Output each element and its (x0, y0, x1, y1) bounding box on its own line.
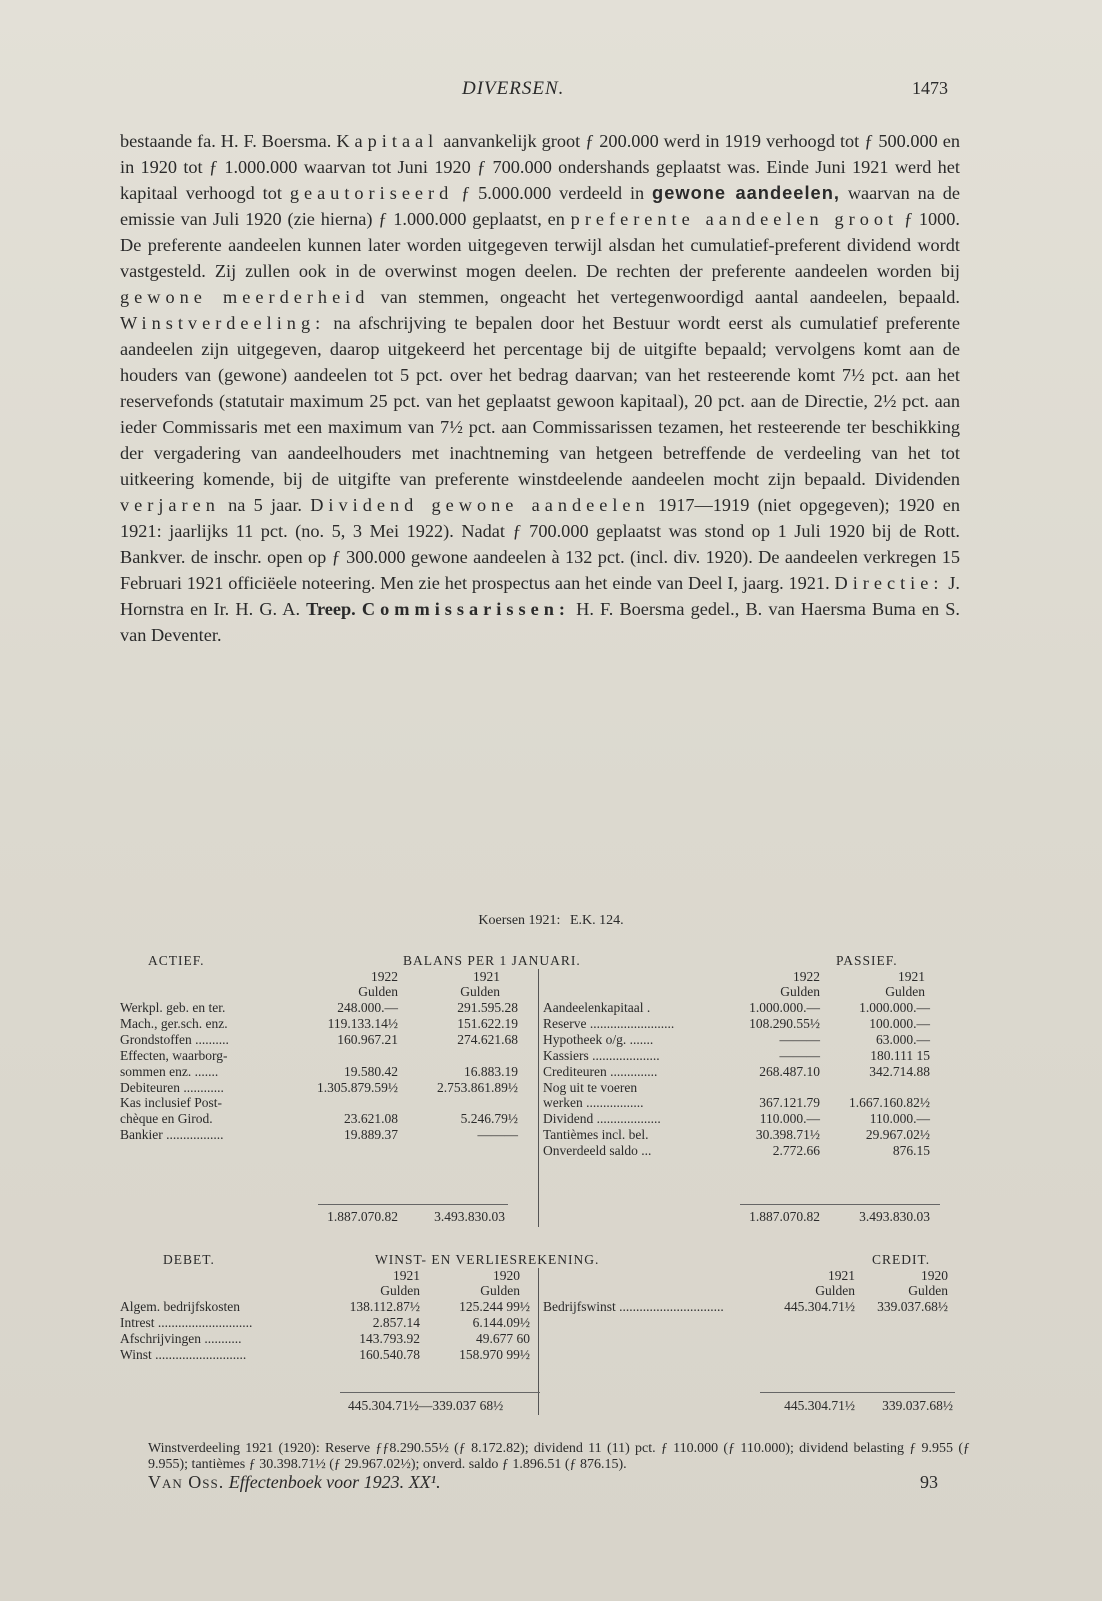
passief-row-value-2: 63.000.— (876, 1031, 930, 1047)
total-actief-1921: 3.493.830.03 (434, 1209, 505, 1224)
credit-row-label: Bedrijfswinst ............................... (543, 1299, 724, 1314)
passief-row-value-1: 110.000.— (759, 1111, 820, 1127)
actief-row-label: Kas inclusief Post- (120, 1095, 222, 1111)
debet-title: DEBET. (163, 1252, 215, 1267)
passief-row-value-2: 110.000.— (869, 1111, 930, 1127)
total-rule (760, 1392, 955, 1393)
koersen-label: Koersen 1921: (478, 913, 561, 928)
footer-author: Van Oss. (148, 1472, 225, 1492)
credit-row-value-2: 339.037.68½ (877, 1299, 948, 1314)
col-unit: Gulden (358, 984, 398, 999)
passief-row-label: Aandeelenkapitaal . (543, 1000, 651, 1015)
text-run: J. Hornstra en Ir. H. G. A. (120, 573, 960, 619)
actief-row-label: Grondstoffen .......... (120, 1031, 229, 1047)
actief-row-value-1: 1.305.879.59½ (317, 1079, 398, 1095)
credit-row-value-1: 445.304.71½ (784, 1299, 855, 1314)
passief-row-value-2: 1.000.000.— (859, 1000, 930, 1015)
passief-row-label: Tantièmes incl. bel. (543, 1127, 649, 1143)
credit-title: CREDIT. (872, 1252, 931, 1267)
col-year-1921: 1921 (828, 1268, 855, 1283)
actief-row-value-2: ——— (477, 1127, 518, 1143)
text-run: waarvan na de emissie van Juli 1920 (zie hierna) ƒ 1.000.000 geplaatst, en (120, 183, 960, 229)
text-run: bestaande fa. H. F. Boersma. (120, 131, 337, 151)
passief-row-label: Onverdeeld saldo ... (543, 1143, 652, 1159)
text-run: van stemmen, ongeacht het vertegenwoordigd aantal aandeelen, bepaald. (369, 287, 960, 307)
footer-citation (148, 1472, 441, 1493)
footer-page: 93 (920, 1472, 938, 1492)
actief-row-label: Werkpl. geb. en ter. (120, 1000, 226, 1015)
col-unit: Gulden (380, 1283, 420, 1298)
col-unit: Gulden (780, 984, 820, 999)
col-year-1922: 1922 (793, 969, 820, 984)
actief-row-value-2: 291.595.28 (457, 1000, 518, 1015)
page-number: 1473 (912, 78, 948, 98)
passief-title: PASSIEF. (836, 953, 898, 968)
keyword-winstverdeeling: Winstverdeeling: (120, 313, 326, 333)
debet-row-label: Winst ........................... (120, 1346, 247, 1362)
keyword-dividend: Dividend gewone aandeelen (310, 495, 650, 515)
passief-row-value-2: 100.000.— (869, 1015, 930, 1031)
col-year-1921: 1921 (393, 1268, 420, 1283)
page-header (0, 78, 1102, 108)
debet-row-label: Intrest ............................ (120, 1314, 253, 1330)
total-debet: 445.304.71½—339.037 68½ (348, 1398, 504, 1413)
balans-title: BALANS PER 1 JANUARI. (403, 953, 581, 968)
actief-row-label: sommen enz. ....... (120, 1063, 219, 1079)
koersen-line (0, 913, 1102, 929)
passief-row-value-1: 268.487.10 (759, 1063, 820, 1079)
debet-row-value-1: 2.857.14 (372, 1314, 420, 1330)
text-run: ƒ 1000. De preferente aandeelen kunnen later worden uitgegeven terwijl alsdan het cumulatief-preferent dividend wordt vastgesteld. Zij zullen ook in de overwinst mogen deelen. De rechten der preferente aandeelen worden bij (120, 209, 960, 281)
text-run: na 5 jaar. (219, 495, 311, 515)
col-unit: Gulden (908, 1283, 948, 1298)
actief-row-label: Mach., ger.sch. enz. (120, 1015, 228, 1031)
wv-title: WINST- EN VERLIESREKENING. (375, 1252, 600, 1267)
text-run: 1917—1919 (niet opgegeven); 1920 en 1921: jaarlijks 11 pct. (no. 5, 3 Mei 1922). Nadat ƒ 700.000 geplaatst was stond op 1 Juli 1920 bij de Rott. Bankver. de inschr. open op ƒ 300.000 gewone aandeelen à 132 pct. (incl. div. 1920). De aandeelen verkregen 15 Februari 1921 officiëele noteering. Men zie het prospectus aan het einde van Deel I, jaarg. 1921. (120, 495, 960, 593)
debet-row-label: Afschrijvingen ........... (120, 1330, 242, 1346)
footer-volume: XX¹. (408, 1472, 441, 1492)
passief-row-value-2: 342.714.88 (869, 1063, 930, 1079)
total-passief-1922: 1.887.070.82 (749, 1209, 820, 1224)
debet-row-value-2: 158.970 99½ (459, 1346, 530, 1362)
col-year-1920: 1920 (493, 1268, 520, 1283)
passief-row-value-2: 876.15 (892, 1143, 930, 1159)
actief-row-label: Effecten, waarborg- (120, 1047, 228, 1063)
passief-row-value-2: 1.667.160.82½ (849, 1095, 930, 1111)
actief-row-value-2: 2.753.861.89½ (437, 1079, 518, 1095)
total-credit-1920: 339.037.68½ (882, 1398, 953, 1413)
actief-row-value-1: 248.000.— (337, 1000, 398, 1015)
actief-row-value-2: 16.883.19 (464, 1063, 518, 1079)
keyword-directie: Directie: (834, 573, 944, 593)
balance-sheet (0, 953, 1102, 1233)
actief-row-value-1: 19.889.37 (344, 1127, 398, 1143)
col-unit: Gulden (480, 1283, 520, 1298)
total-passief-1921: 3.493.830.03 (859, 1209, 930, 1224)
passief-row-label: Nog uit te voeren (543, 1079, 638, 1095)
page-footer (148, 1472, 970, 1496)
passief-row-value-2: 180.111 15 (870, 1047, 930, 1063)
keyword-kapitaal: Kapitaal (336, 131, 439, 151)
passief-row-value-1: 1.000.000.— (749, 1000, 820, 1015)
running-title: DIVERSEN. (462, 78, 565, 99)
passief-row-value-1: 2.772.66 (772, 1143, 820, 1159)
keyword-gewone-aandeelen: gewone aandeelen, (652, 182, 840, 203)
actief-row-label: chèque en Girod. (120, 1111, 213, 1127)
passief-row-value-1: ——— (779, 1031, 820, 1047)
keyword-geautoriseerd: geautoriseerd (289, 183, 454, 203)
debet-row-value-2: 125.244 99½ (459, 1299, 530, 1314)
col-year-1922: 1922 (371, 969, 398, 984)
actief-row-value-2: 151.622.19 (457, 1015, 518, 1031)
debet-row-value-1: 160.540.78 (359, 1346, 420, 1362)
actief-row-value-2: 274.621.68 (457, 1031, 518, 1047)
text-run: ƒ 5.000.000 verdeeld in (453, 183, 653, 203)
passief-row-label: Hypotheek o/g. ....... (543, 1031, 654, 1047)
col-unit: Gulden (885, 984, 925, 999)
body-paragraph (120, 128, 960, 648)
passief-row-value-1: ——— (779, 1047, 820, 1063)
text-run: H. F. Boersma gedel., B. van Haersma Buma en S. van Deventer. (120, 599, 960, 645)
col-unit: Gulden (460, 984, 500, 999)
koersen-value: E.K. 124. (569, 913, 624, 928)
profit-loss-account (0, 1252, 1102, 1417)
keyword-verjaren: verjaren (120, 495, 220, 515)
col-year-1921: 1921 (898, 969, 925, 984)
actief-row-label: Debiteuren ............ (120, 1079, 224, 1095)
passief-row-value-1: 30.398.71½ (755, 1127, 820, 1143)
passief-row-label: Crediteuren .............. (543, 1063, 658, 1079)
debet-row-label: Algem. bedrijfskosten (120, 1299, 240, 1314)
name-treep: Treep. (306, 599, 356, 619)
actief-row-value-1: 160.967.21 (337, 1031, 398, 1047)
text-run: aanvankelijk groot ƒ 200.000 werd in 1919 verhoogd tot ƒ 500.000 en in 1920 tot ƒ 1.000.000 waarvan tot Juni 1920 ƒ 700.000 ondershands geplaatst was. Einde Juni 1921 werd het kapitaal verhoogd tot (120, 131, 960, 203)
debet-row-value-2: 6.144.09½ (472, 1314, 530, 1330)
winstverdeeling-note: Winstverdeeling 1921 (1920): Reserve ƒƒ8.290.55½ (ƒ 8.172.82); dividend 11 (11) pct. ƒ 110.000 (ƒ 110.000); dividend belasting ƒ 9.955 (ƒ 9.955); tantièmes ƒ 30.398.71½ (ƒ 29.967.02½); onverd. saldo ƒ 1.896.51 (ƒ 876.15). (148, 1441, 970, 1472)
col-year-1921: 1921 (473, 969, 500, 984)
column-divider (538, 969, 539, 1227)
col-year-1920: 1920 (921, 1268, 948, 1283)
actief-title: ACTIEF. (148, 953, 205, 968)
actief-row-value-1: 19.580.42 (344, 1063, 398, 1079)
actief-row-value-1: 23.621.08 (344, 1111, 398, 1127)
passief-row-value-2: 29.967.02½ (865, 1127, 930, 1143)
keyword-gewone-meerderheid: gewone meerderheid (120, 287, 370, 307)
total-rule (340, 1392, 540, 1393)
actief-row-value-1: 119.133.14½ (327, 1015, 398, 1031)
debet-row-value-2: 49.677 60 (476, 1330, 530, 1346)
passief-row-label: Dividend ................... (543, 1111, 661, 1127)
total-credit-1921: 445.304.71½ (784, 1398, 855, 1413)
actief-row-label: Bankier ................. (120, 1127, 224, 1143)
footer-book: Effectenboek voor 1923. (228, 1472, 405, 1492)
text-run: na afschrijving te bepalen door het Bestuur wordt eerst als cumulatief preferente aandeelen zijn uitgegeven, daarop uitgekeerd het percentage bij de uitgifte bepaald; vervolgens komt aan de houders van (gewone) aandeelen tot 5 pct. over het bedrag daarvan; van het resteerende komt 7½ pct. aan het reservefonds (statutair maximum 25 pct. van het geplaatst gewoon kapitaal), 20 pct. aan de Directie, 2½ pct. aan ieder Commissaris met een maximum van 7½ pct. aan Commissarissen tezamen, het resteerende ter beschikking der vergadering van aandeelhouders met inachtneming van hetgeen betreffende de verdeeling van het tot uitkeering komende, bij de uitgifte van preferente winstdeelende aandeelen mocht zijn bepaald. Dividenden (120, 313, 960, 489)
passief-row-label: Kassiers .................... (543, 1047, 660, 1063)
total-actief-1922: 1.887.070.82 (327, 1209, 398, 1224)
total-rule (740, 1204, 940, 1205)
passief-row-label: Reserve ......................... (543, 1015, 675, 1031)
keyword-commissarissen: Commissarissen: (361, 599, 570, 619)
company-description (120, 128, 960, 648)
passief-row-value-1: 367.121.79 (759, 1095, 820, 1111)
keyword-preferente-aandeelen: preferente aandeelen groot (570, 209, 899, 229)
debet-row-value-1: 143.793.92 (359, 1330, 420, 1346)
total-rule (318, 1204, 508, 1205)
passief-row-label: werken ................. (543, 1095, 644, 1111)
passief-row-value-1: 108.290.55½ (749, 1015, 820, 1031)
actief-row-value-2: 5.246.79½ (460, 1111, 518, 1127)
debet-row-value-1: 138.112.87½ (349, 1299, 420, 1314)
col-unit: Gulden (815, 1283, 855, 1298)
